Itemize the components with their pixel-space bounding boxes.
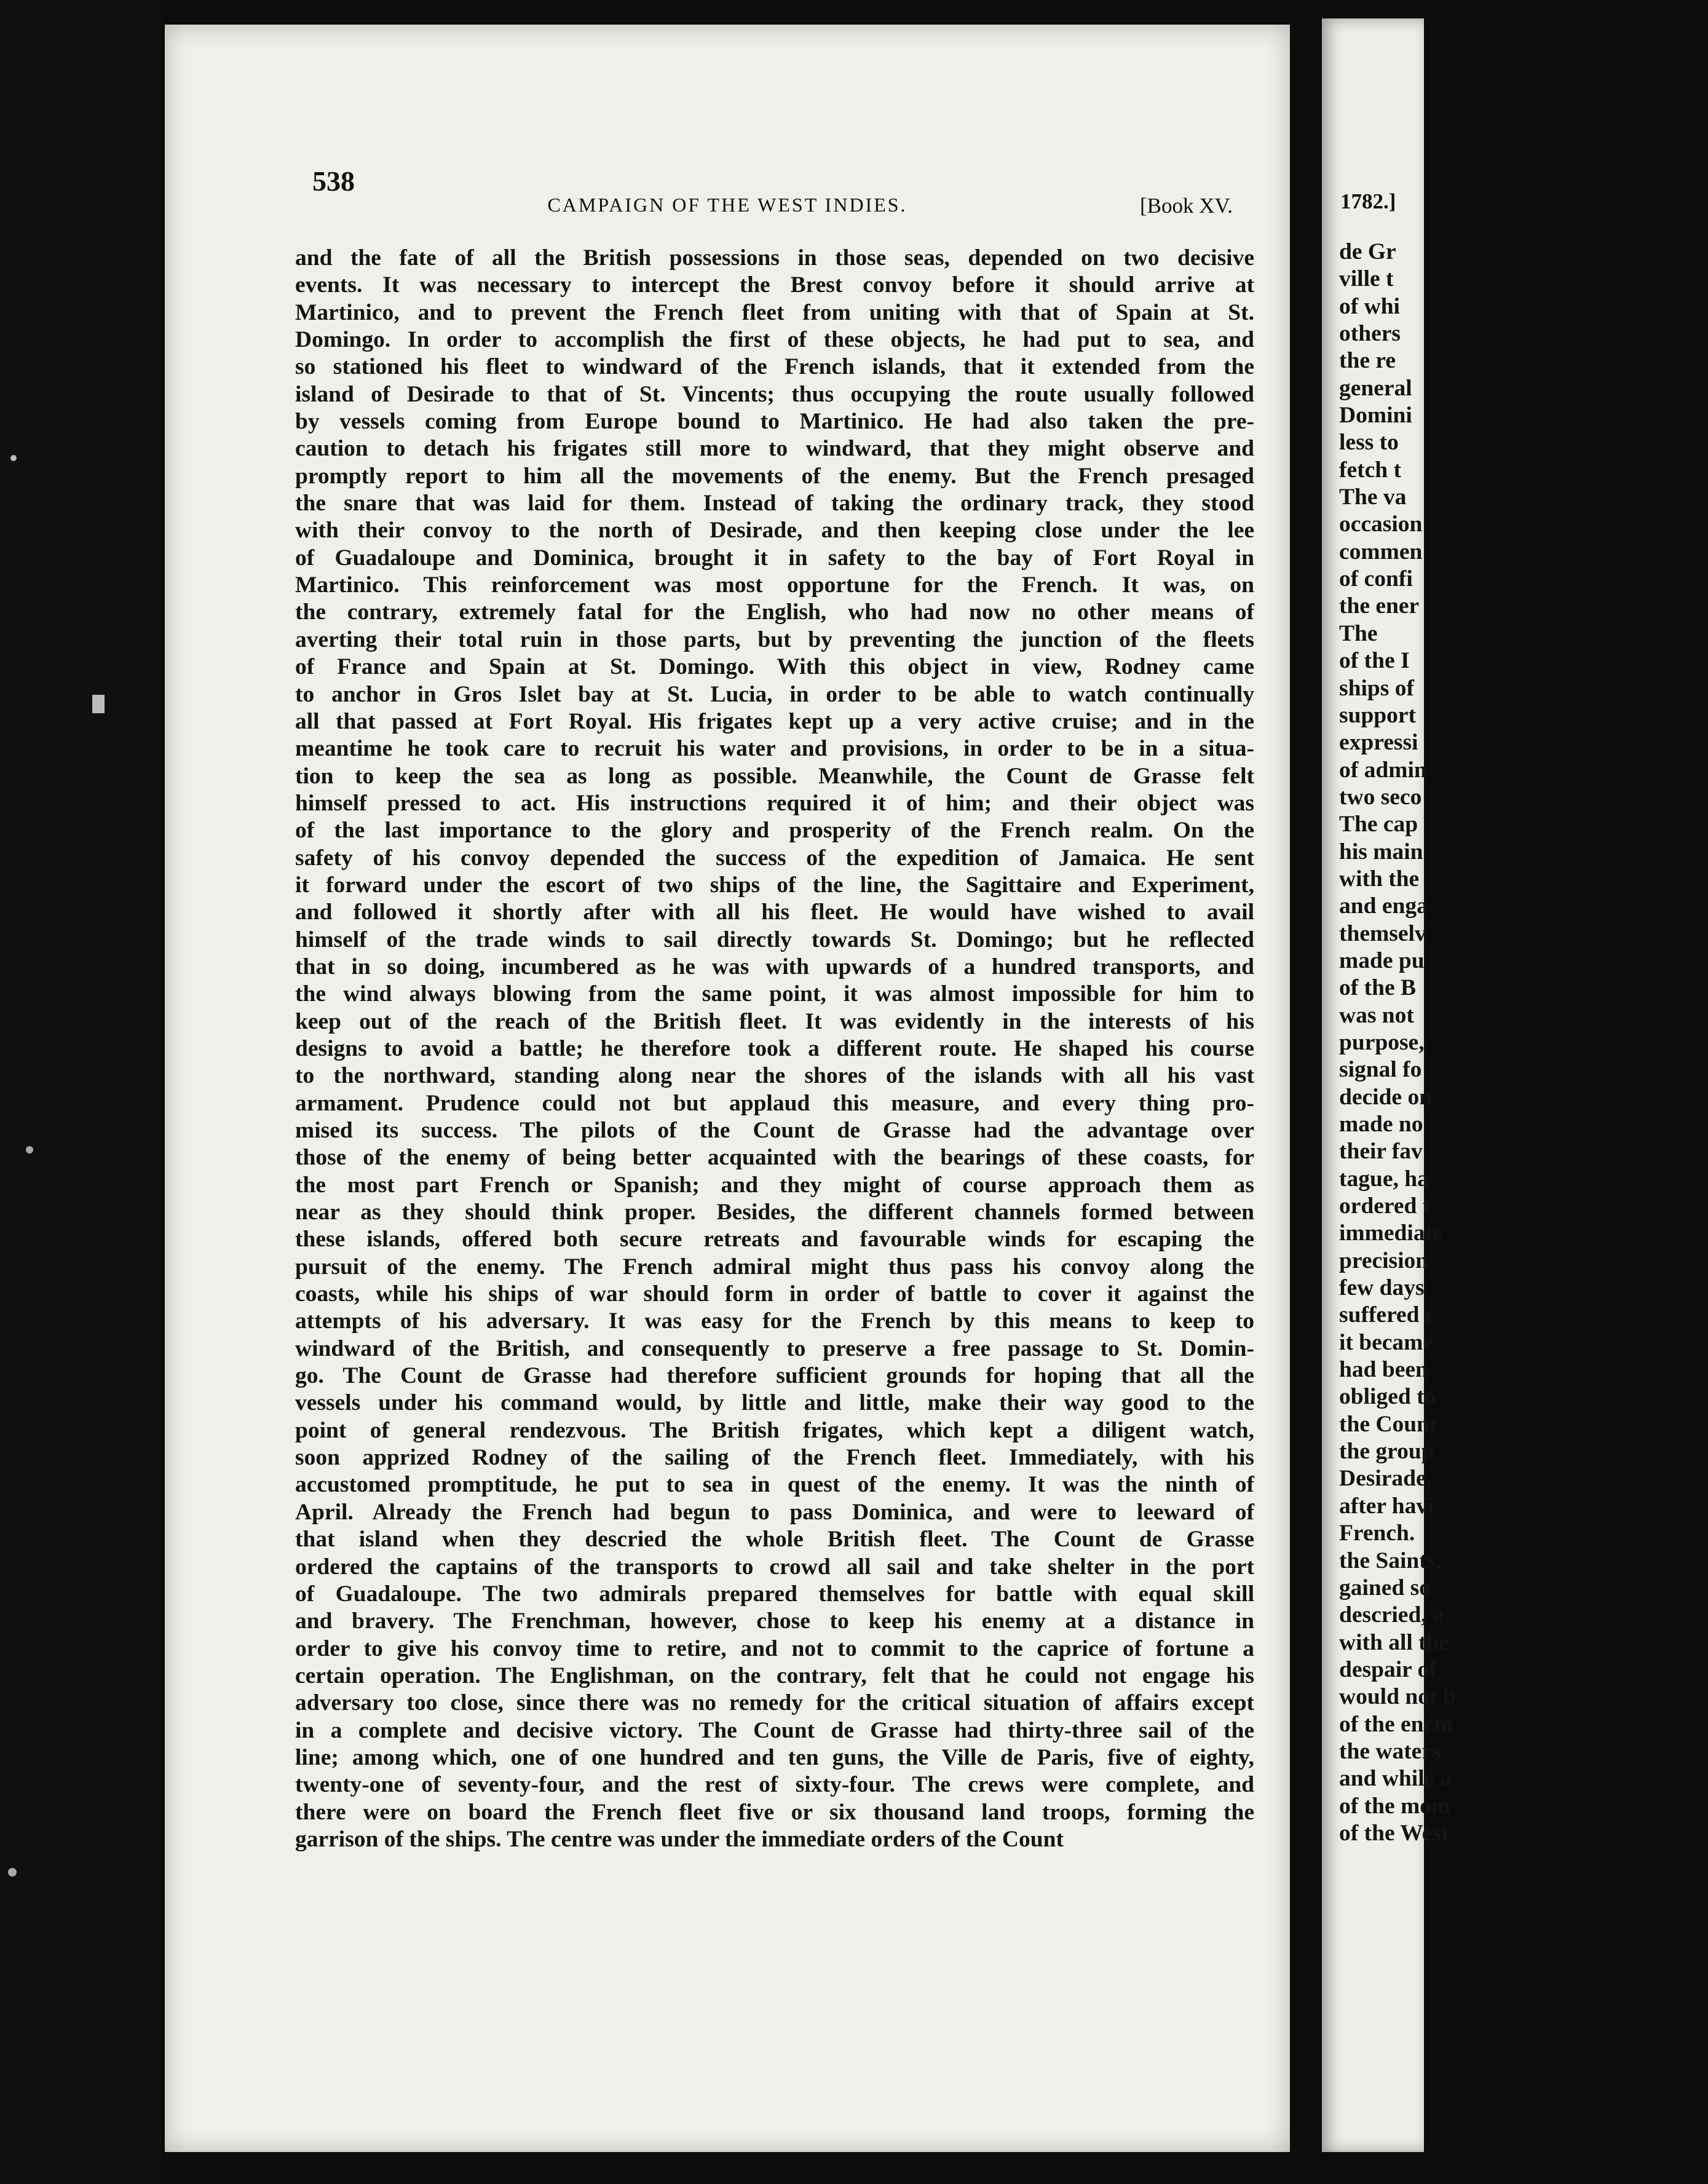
text-line-fragment: with the (1339, 866, 1420, 892)
text-line-fragment: few days (1339, 1275, 1425, 1301)
text-line-fragment: was not (1339, 1002, 1414, 1028)
text-line-fragment: the Saints, (1339, 1548, 1442, 1573)
text-line: line; among which, one of one hundred and ten guns, the Ville de Paris, five of eighty, (295, 1744, 1254, 1770)
text-line: to the northward, standing along near the shores of the islands with all his vast (295, 1063, 1254, 1089)
text-line-fragment: less to (1339, 430, 1399, 456)
text-line-fragment: would not b (1339, 1684, 1456, 1710)
text-line: all that passed at Fort Royal. His frigates kept up a very active cruise; and in the (295, 708, 1254, 734)
text-line-fragment: signal fo (1339, 1057, 1422, 1083)
text-line: that island when they descried the whole British fleet. The Count de Grasse (295, 1527, 1254, 1553)
text-line: averting their total ruin in those parts, but by preventing the junction of the fleets (295, 627, 1254, 652)
text-line: and the fate of all the British possessions in those seas, depended on two decisive (295, 245, 1254, 271)
text-line: by vessels coming from Europe bound to Martinico. He had also taken the pre- (295, 409, 1254, 435)
speck (8, 1868, 17, 1877)
text-line-fragment: others (1339, 321, 1401, 347)
text-line-fragment: it became (1339, 1329, 1434, 1355)
text-line-fragment: de Gr (1339, 239, 1396, 264)
text-line: events. It was necessary to intercept the Brest convoy before it should arrive at (295, 272, 1254, 298)
text-line-fragment: the waters (1339, 1738, 1441, 1764)
text-line-fragment: his main (1339, 839, 1423, 865)
text-line: coasts, while his ships of war should form in order of battle to cover it against the (295, 1281, 1254, 1307)
text-line: in a complete and decisive victory. The Count de Grasse had thirty-three sail of the (295, 1717, 1254, 1743)
text-line-fragment: the re (1339, 348, 1396, 374)
text-line-fragment: The (1339, 620, 1378, 646)
text-line-fragment: two seco (1339, 784, 1422, 810)
text-line-fragment: precision (1339, 1248, 1429, 1273)
book-reference: [Book XV. (1140, 194, 1233, 218)
text-line: and followed it shortly after with all his fleet. He would have wished to avail (295, 900, 1254, 925)
text-line: pursuit of the enemy. The French admiral might thus pass his convoy along the (295, 1254, 1254, 1280)
text-line-fragment: the ener (1339, 593, 1420, 619)
text-line: of Guadaloupe and Dominica, brought it in safety to the bay of Fort Royal in (295, 545, 1254, 571)
text-line-fragment: decide on (1339, 1084, 1433, 1110)
text-line: to anchor in Gros Islet bay at St. Lucia, in order to be able to watch continually (295, 681, 1254, 707)
right-running-head: 1782.] (1340, 189, 1396, 213)
text-line-fragment: French. (1339, 1521, 1415, 1546)
speck (10, 455, 17, 461)
text-line: certain operation. The Englishman, on the contrary, felt that he could not engage his (295, 1663, 1254, 1688)
text-line: so stationed his fleet to windward of the French islands, that it extended from the (295, 354, 1254, 380)
text-line: caution to detach his frigates still more to windward, that they might observe and (295, 436, 1254, 462)
text-line: safety of his convoy depended the success of the expedition of Jamaica. He sent (295, 845, 1254, 871)
text-line-fragment: of the West (1339, 1820, 1449, 1846)
text-line: himself of the trade winds to sail directly towards St. Domingo; but he reflected (295, 927, 1254, 952)
page-number: 538 (312, 165, 355, 197)
text-line-fragment: of the B (1339, 975, 1416, 1001)
text-line: promptly report to him all the movements of the enemy. But the French presaged (295, 463, 1254, 489)
text-line-fragment: immediate (1339, 1221, 1443, 1246)
text-line: windward of the British, and consequently to preserve a free passage to St. Domin- (295, 1335, 1254, 1361)
text-line: of the last importance to the glory and prosperity of the French realm. On the (295, 818, 1254, 844)
text-line-fragment: made pu (1339, 948, 1425, 973)
text-line-fragment: commen (1339, 539, 1423, 564)
text-line: the wind always blowing from the same point, it was almost impossible for him to (295, 981, 1254, 1007)
text-line-fragment: ordered t (1339, 1193, 1431, 1219)
text-line-fragment: after havi (1339, 1493, 1434, 1519)
scan-specks (0, 0, 161, 2184)
text-line: adversary too close, since there was no remedy for the critical situation of affairs except (295, 1690, 1254, 1716)
text-line: ordered the captains of the transports to crowd all sail and take shelter in the port (295, 1554, 1254, 1580)
text-line: Martinico. This reinforcement was most opportune for the French. It was, on (295, 572, 1254, 598)
text-line: there were on board the French fleet five or six thousand land troops, forming the (295, 1799, 1254, 1825)
speck (26, 1146, 33, 1153)
text-line: mised its success. The pilots of the Count de Grasse had the advantage over (295, 1118, 1254, 1143)
text-line: keep out of the reach of the British fleet. It was evidently in the interests of his (295, 1008, 1254, 1034)
text-line: soon apprized Rodney of the sailing of the French fleet. Immediately, with his (295, 1445, 1254, 1471)
text-line: garrison of the ships. The centre was under the immediate orders of the Count (295, 1826, 1064, 1852)
text-line-fragment: despair of (1339, 1656, 1437, 1682)
scan-margin (0, 0, 161, 2184)
text-line-fragment: of the mom (1339, 1793, 1451, 1819)
text-line-fragment: of the I (1339, 648, 1410, 674)
text-line-fragment: gained so (1339, 1575, 1431, 1600)
text-line-fragment: obliged to (1339, 1384, 1436, 1410)
text-line: himself pressed to act. His instructions required it of him; and their object was (295, 790, 1254, 816)
right-body-text (1339, 239, 1708, 1847)
text-line-fragment: descried, a (1339, 1602, 1444, 1628)
text-line: Martinico, and to prevent the French fleet from uniting with that of Spain at St. (295, 299, 1254, 325)
text-line: go. The Count de Grasse had therefore sufficient grounds for hoping that all the (295, 1363, 1254, 1389)
text-line: order to give his convoy time to retire, and not to commit to the caprice of fortune a (295, 1636, 1254, 1661)
text-line-fragment: ville t (1339, 266, 1394, 292)
text-line-fragment: The va (1339, 485, 1407, 510)
text-line-fragment: Domini (1339, 403, 1412, 429)
body-text (295, 245, 1254, 1853)
text-line: tion to keep the sea as long as possible. Meanwhile, the Count de Grasse felt (295, 763, 1254, 789)
text-line: near as they should think proper. Besides, the different channels formed between (295, 1200, 1254, 1225)
text-line-fragment: fetch t (1339, 457, 1401, 483)
text-line: designs to avoid a battle; he therefore took a different route. He shaped his course (295, 1035, 1254, 1061)
right-page-fragment (1322, 18, 1456, 2152)
text-line: and bravery. The Frenchman, however, chose to keep his enemy at a distance in (295, 1608, 1254, 1634)
speck (92, 695, 105, 713)
text-line-fragment: themselv (1339, 920, 1426, 946)
text-line-fragment: and while a (1339, 1766, 1452, 1792)
left-page (165, 25, 1290, 2152)
text-line: island of Desirade to that of St. Vincents; thus occupying the route usually followed (295, 381, 1254, 407)
text-line-fragment: with all the (1339, 1629, 1450, 1655)
text-line-fragment: of the enem (1339, 1711, 1453, 1737)
text-line-fragment: of confi (1339, 566, 1413, 592)
text-line: Domingo. In order to accomplish the first of these objects, he had put to sea, and (295, 327, 1254, 353)
text-line-fragment: support (1339, 702, 1417, 728)
text-line: these islands, offered both secure retreats and favourable winds for escaping the (295, 1227, 1254, 1252)
text-line: the most part French or Spanish; and they might of course approach them as (295, 1172, 1254, 1198)
text-line-fragment: suffered c (1339, 1302, 1436, 1328)
text-line-fragment: purpose, (1339, 1029, 1425, 1055)
text-line-fragment: tague, ha (1339, 1166, 1429, 1192)
text-line: April. Already the French had begun to pass Dominica, and were to leeward of (295, 1499, 1254, 1525)
text-line-fragment: their fav (1339, 1139, 1423, 1165)
text-line-fragment: Desirade, (1339, 1466, 1433, 1492)
text-line: of France and Spain at St. Domingo. With this object in view, Rodney came (295, 654, 1254, 680)
text-line-fragment: occasion (1339, 512, 1423, 537)
text-line: point of general rendezvous. The British frigates, which kept a diligent watch, (295, 1417, 1254, 1443)
text-line: the contrary, extremely fatal for the English, who had now no other means of (295, 599, 1254, 625)
text-line-fragment: the Count (1339, 1411, 1437, 1437)
text-line: meantime he took care to recruit his water and provisions, in order to be in a situa- (295, 736, 1254, 762)
text-line: it forward under the escort of two ships of the line, the Sagittaire and Experiment, (295, 872, 1254, 898)
text-line-fragment: the group (1339, 1439, 1434, 1465)
text-line-fragment: of whi (1339, 293, 1400, 319)
text-line: that in so doing, incumbered as he was with upwards of a hundred transports, and (295, 954, 1254, 979)
text-line-fragment: ships of (1339, 675, 1414, 701)
text-line-fragment: general (1339, 375, 1412, 401)
text-line: with their convoy to the north of Desirade, and then keeping close under the lee (295, 518, 1254, 544)
text-line: vessels under his command would, by little and little, make their way good to the (295, 1390, 1254, 1416)
text-line-fragment: had been (1339, 1357, 1428, 1383)
text-line-fragment: and enga (1339, 893, 1428, 919)
running-head: CAMPAIGN OF THE WEST INDIES. (547, 194, 907, 216)
text-line: armament. Prudence could not but applaud this measure, and every thing pro- (295, 1090, 1254, 1116)
text-line: attempts of his adversary. It was easy for the French by this means to keep to (295, 1308, 1254, 1334)
text-line-fragment: The cap (1339, 812, 1418, 837)
text-line-fragment: of admin (1339, 757, 1427, 783)
text-line: the snare that was laid for them. Instead of taking the ordinary track, they stood (295, 491, 1254, 516)
text-line: of Guadaloupe. The two admirals prepared themselves for battle with equal skill (295, 1581, 1254, 1607)
text-line-fragment: made no (1339, 1112, 1423, 1137)
text-line: twenty-one of seventy-four, and the rest of sixty-four. The crews were complete, and (295, 1772, 1254, 1798)
text-line: accustomed promptitude, he put to sea in quest of the enemy. It was the ninth of (295, 1472, 1254, 1498)
text-line-fragment: expressi (1339, 730, 1418, 756)
text-line: those of the enemy of being better acquainted with the bearings of these coasts, for (295, 1145, 1254, 1171)
